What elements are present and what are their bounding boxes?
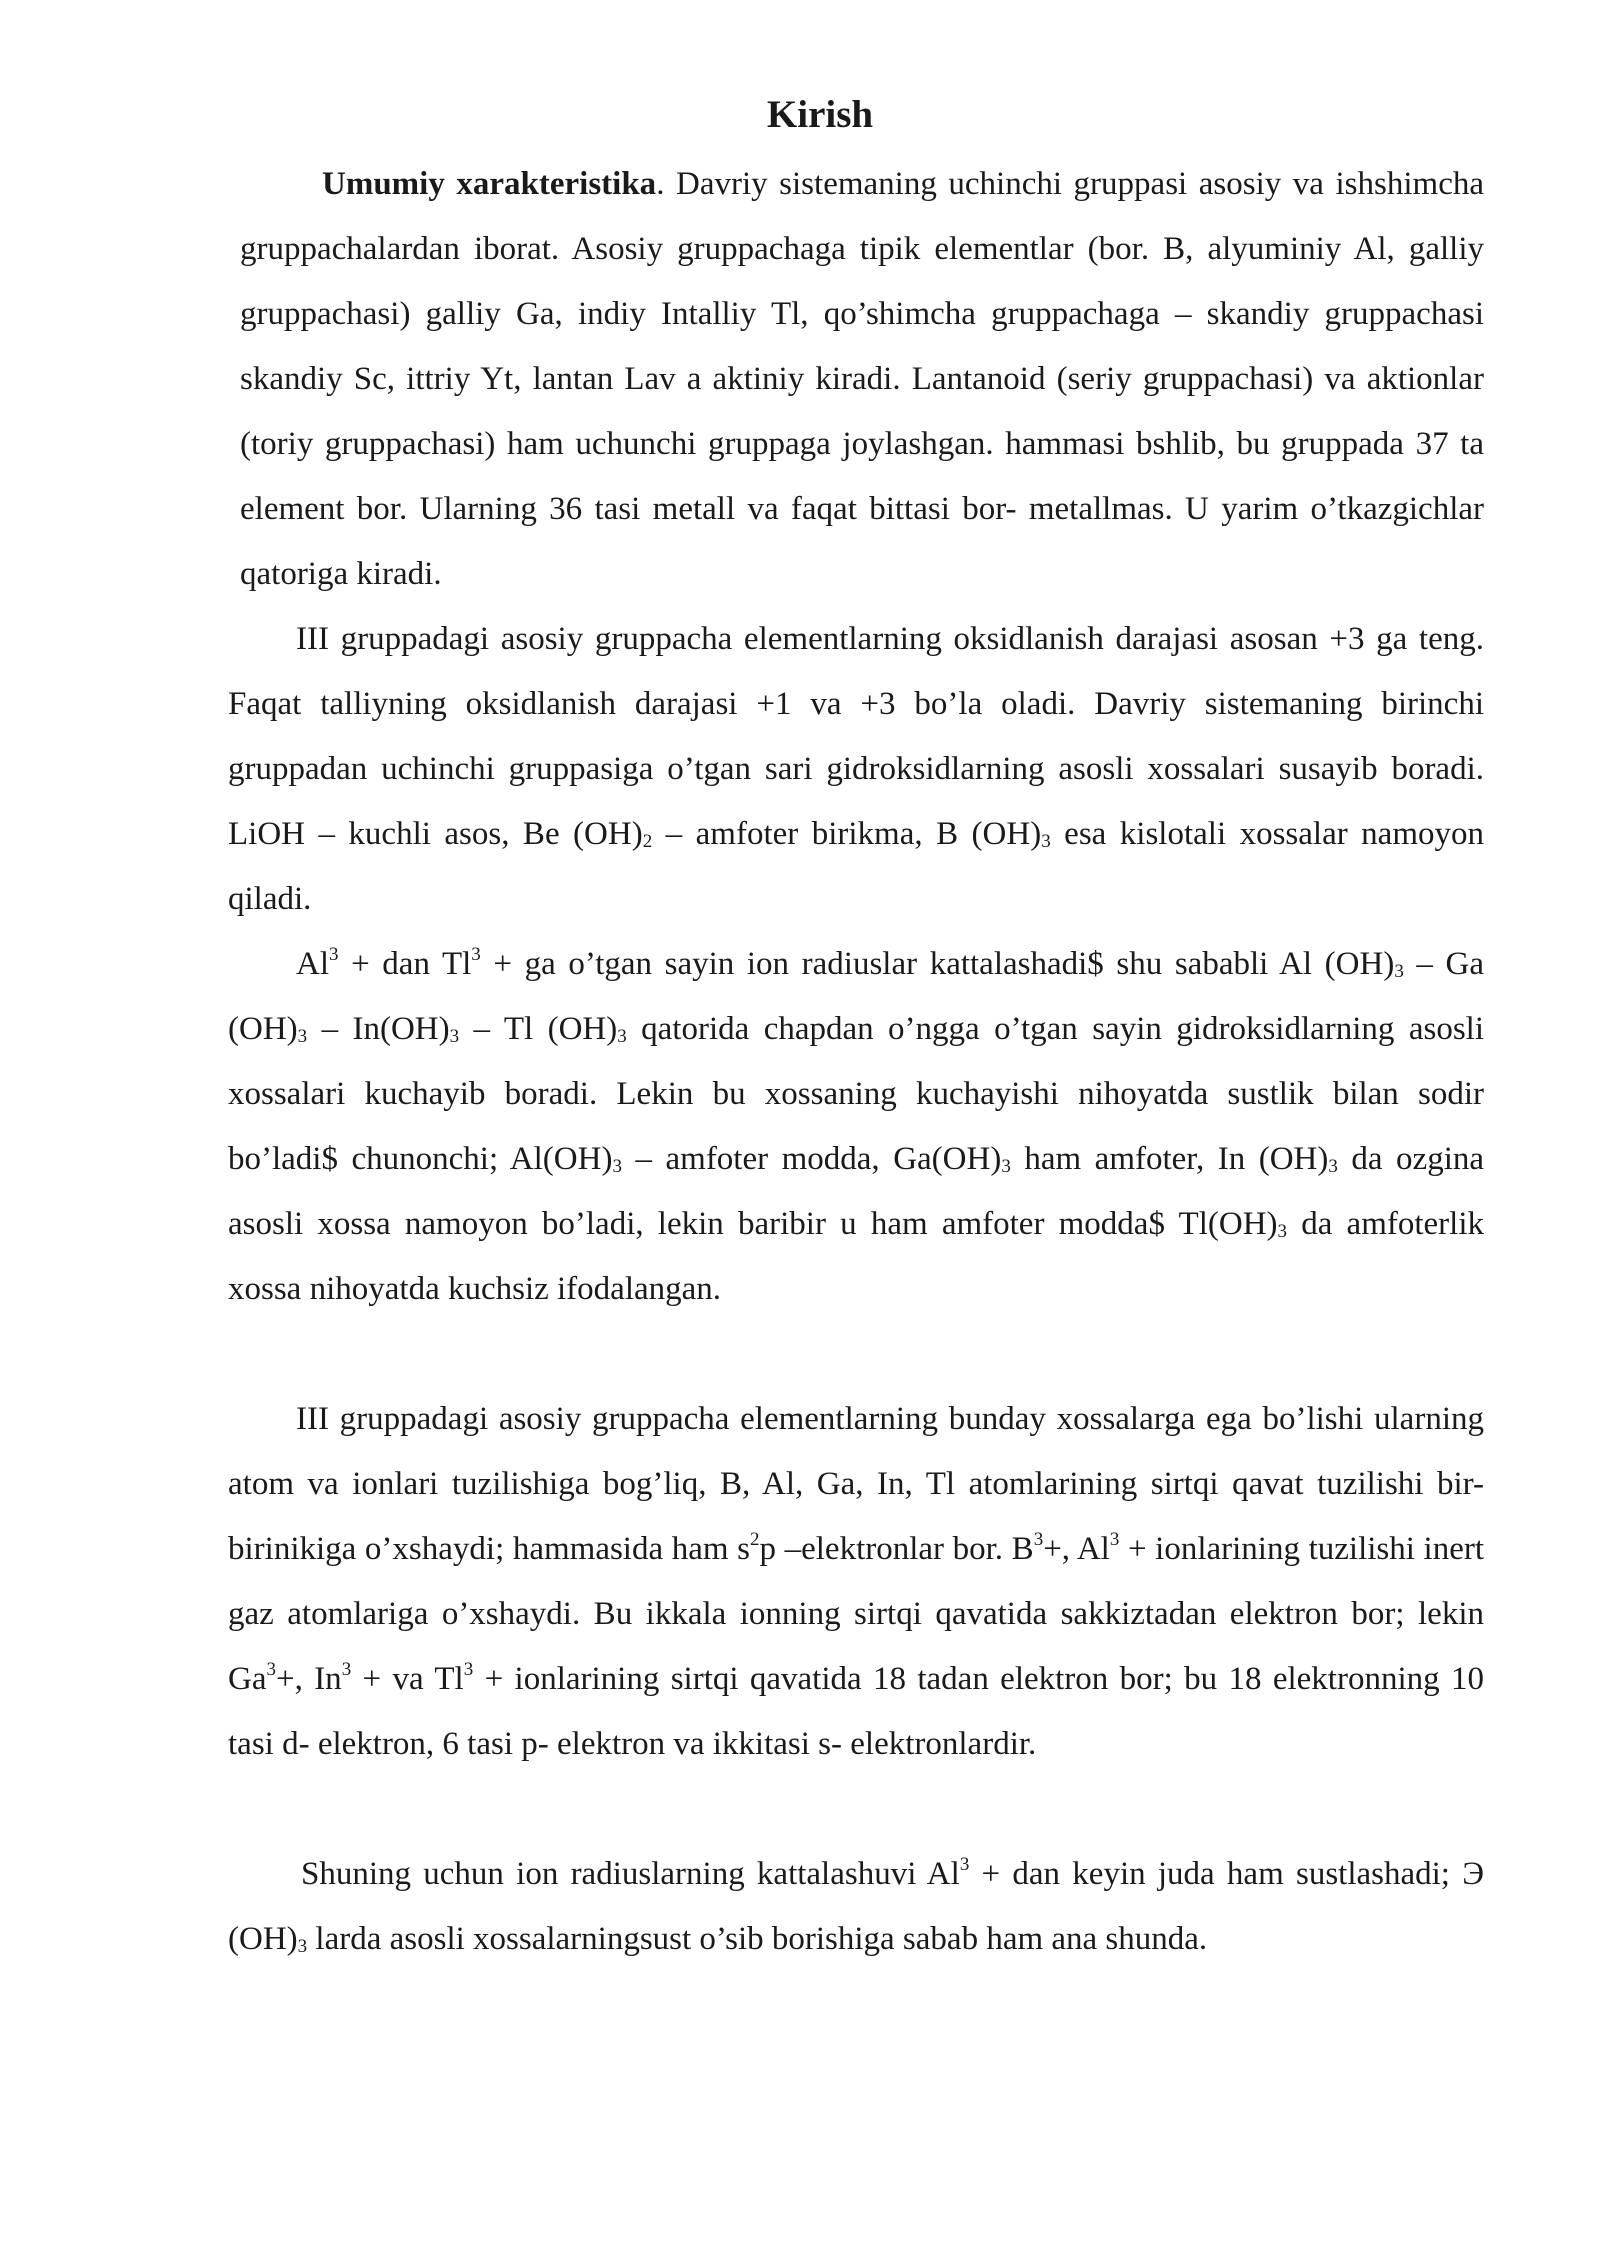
subscript: 3 <box>612 1156 622 1177</box>
subscript: 3 <box>449 1026 460 1047</box>
superscript: 3 <box>341 1659 352 1680</box>
subscript: 3 <box>1001 1156 1011 1177</box>
subscript: 2 <box>642 831 653 852</box>
subscript: 3 <box>1041 831 1051 852</box>
text-run: + ga o’tgan sayin ion radiuslar kattalashadi$ shu sababli Al (OH) <box>480 946 1395 982</box>
paragraph-general-characteristics <box>240 152 1484 607</box>
subscript: 3 <box>617 1026 627 1047</box>
superscript: 3 <box>463 1659 474 1680</box>
text-run: III gruppadagi asosiy gruppacha elementlarning oksidlanish darajasi asosan +3 ga teng. Faqat talliyning oksidlanish darajasi +1 va +3 bo’la oladi. Davriy sistemaning birinchi gruppadan uchinchi gruppasiga o’tgan sari gidroksidlarning asosli xossalari susayib boradi. LiOH – kuchli asos, Be (OH) <box>228 621 1484 852</box>
page-title: Kirish <box>766 93 874 136</box>
paragraph-oxidation-states <box>228 607 1484 932</box>
text-run: p –elektronlar bor. B <box>759 1531 1034 1567</box>
paragraph-label: Umumiy xarakteristika <box>322 166 657 202</box>
text-run: larda asosli xossalarningsust o’sib borishiga sabab ham ana shunda. <box>307 1921 1208 1957</box>
superscript: 3 <box>329 944 339 965</box>
text-run: – Ga (OH) <box>228 946 1484 1047</box>
superscript: 3 <box>266 1659 276 1680</box>
text-run: + dan Tl <box>338 946 472 982</box>
paragraph-text: . Davriy sistemaning uchinchi gruppasi asosiy va ishshimcha gruppachalardan iborat. Asosiy gruppachaga tipik elementlar (bor. B, alyuminiy Al, galliy gruppachasi) galliy Ga, indiy Intalliy Tl, qo’shimcha gruppachaga – skandiy gruppachasi skandiy Sc, ittriy Yt, lantan Lav a aktiniy kiradi. Lantanoid (seriy gruppachasi) va aktionlar (toriy gruppachasi) ham uchunchi gruppaga joylashgan. hammasi bshlib, bu gruppada 37 ta element bor. Ularning 36 tasi metall va faqat bittasi bor- metallmas. U yarim o’tkazgichlar qatoriga kiradi. <box>240 166 1484 592</box>
superscript: 3 <box>471 944 481 965</box>
text-run: – Tl (OH) <box>459 1011 618 1047</box>
paragraph-atomic-structure <box>228 1387 1484 1777</box>
subscript: 3 <box>1394 961 1404 982</box>
text-run: – In(OH) <box>307 1011 450 1047</box>
text-run: qatorida chapdan o’ngga o’tgan sayin gidroksidlarning asosli xossalari kuchayib boradi. Lekin bu xossaning kuchayishi nihoyatda sustlik bilan sodir bo’ladi$ chunonchi; Al(OH) <box>228 1011 1485 1177</box>
text-run: + ionlarining sirtqi qavatida 18 tadan elektron bor; bu 18 elektronning 10 tasi d- elektron, 6 tasi p- elektron va ikkitasi s- elektronlardir. <box>228 1661 1484 1762</box>
text-run: – amfoter birikma, B (OH) <box>652 816 1042 852</box>
text-run: III gruppadagi asosiy gruppacha elementlarning bunday xossalarga ega bo’lishi ularning atom va ionlari tuzilishiga bog’liq, B, Al, Ga, In, Tl atomlarining sirtqi qavat tuzilishi bir- birinikiga o’xshaydi; hammasida ham s <box>228 1401 1484 1567</box>
text-run: da amfoterlik xossa nihoyatda kuchsiz ifodalangan. <box>228 1206 1484 1307</box>
subscript: 3 <box>297 1936 308 1957</box>
subscript: 3 <box>1277 1221 1288 1242</box>
paragraph-ion-radius <box>228 932 1484 1322</box>
text-run: + ionlarining tuzilishi inert gaz atomlariga o’xshaydi. Bu ikkala ionning sirtqi qavatida sakkiztadan elektron bor; lekin Ga <box>228 1531 1484 1697</box>
text-run: +, Al <box>1043 1531 1110 1567</box>
text-run: – amfoter modda, Ga(OH) <box>621 1141 1002 1177</box>
text-run: Al <box>296 946 329 982</box>
text-run: da ozgina asosli xossa namoyon bo’ladi, lekin baribir u ham amfoter modda$ Tl(OH) <box>228 1141 1485 1242</box>
text-run: + va Tl <box>351 1661 464 1697</box>
paragraph-conclusion <box>228 1842 1484 1972</box>
text-run: +, In <box>275 1661 342 1697</box>
superscript: 3 <box>1033 1529 1044 1550</box>
superscript: 2 <box>750 1529 760 1550</box>
subscript: 3 <box>1328 1156 1338 1177</box>
superscript: 3 <box>959 1854 970 1875</box>
text-run: + dan keyin juda ham sustlashadi; Э (OH) <box>228 1856 1485 1957</box>
subscript: 3 <box>297 1026 308 1047</box>
superscript: 3 <box>1109 1529 1120 1550</box>
text-run: esa kislotali xossalar namoyon qiladi. <box>228 816 1484 917</box>
text-run: Shuning uchun ion radiuslarning kattalashuvi Al <box>301 1856 960 1892</box>
text-run: ham amfoter, In (OH) <box>1010 1141 1329 1177</box>
